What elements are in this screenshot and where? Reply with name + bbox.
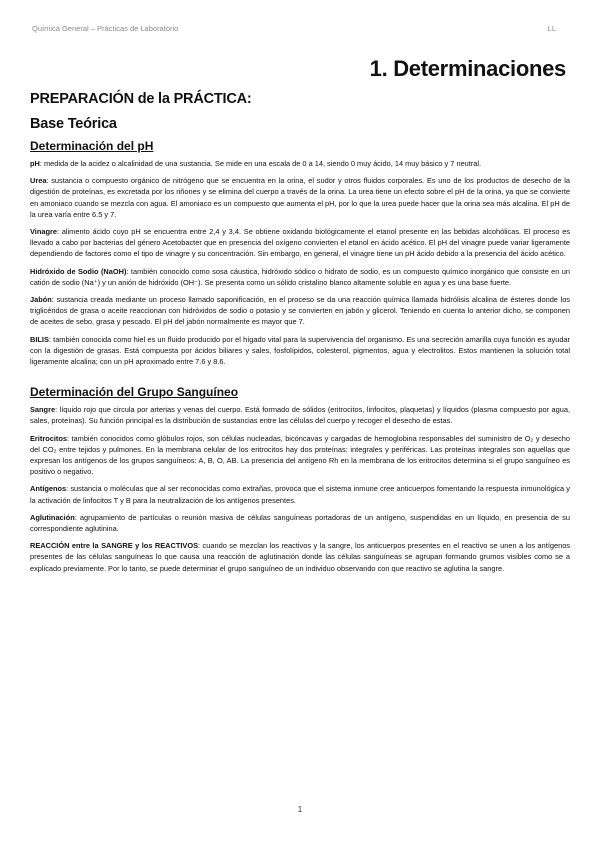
ph-section-heading: Determinación del pH	[30, 139, 154, 153]
definition-text: : sustancia creada mediante un proceso llamado saponificación, en el proceso se da una reacción química llamada hidrólisis alcalina de ésteres donde los triglicéridos de grasa o aceite reaccionan con hidróxidos de sodio o potasio y se convierten en jabón y glicerol. Teniendo en cuenta lo anterior dicho, se componen de aceites de sebo, grasa y pescado. El pH del jabón normalmente es mayor que 7.	[30, 295, 570, 327]
header-initials: LL	[547, 24, 556, 33]
blood-group-section-heading: Determinación del Grupo Sanguíneo	[30, 385, 239, 400]
definition-term: Antígenos	[30, 484, 67, 494]
definition-text: : también conocido como sosa cáustica, hidróxido sódico o hidrato de sodio, es un compuesto químico inorgánico que consiste en un catión de sodio (Na⁺) y un anión de hidróxido (OH⁻). Se presenta como un sólido cristalino blanco altamente soluble en agua y es una base fuerte.	[30, 266, 570, 287]
definition-paragraph	[30, 158, 570, 169]
definition-text: : líquido rojo que circula por arterias y venas del cuerpo. Está formado de sólidos (eritrocitos, linfocitos, plaquetas) y líquidos (plasma compuesto por agua, sales, proteínas). Su función principal es la distribución de sustancias entre las células del cuerpo y recoger el desecho de estas.	[30, 405, 570, 426]
preparation-heading: PREPARACIÓN de la PRÁCTICA:	[30, 91, 252, 107]
definition-paragraph	[30, 226, 570, 260]
definition-text: : agrupamiento de partículas o reunión masiva de células sanguíneas portadoras de un antígeno, suspendidas en un líquido, en presencia de su correspondiente aglutinina.	[30, 512, 570, 534]
definition-paragraph	[30, 334, 570, 368]
ph-section	[30, 158, 570, 367]
running-header	[32, 24, 556, 33]
page-number: 1	[297, 805, 303, 814]
definition-term: pH	[30, 159, 40, 168]
definition-paragraph	[30, 483, 570, 505]
blood-group-section	[30, 404, 570, 574]
definition-text: : alimento ácido cuyo pH se encuentra entre 2,4 y 3,4. Se obtiene oxidando biológicamente el etanol presente en las bebidas alcohólicas. El proceso es llevado a cabo por bacterias del género Acetobacter que en presencia del oxígeno convierten el etanol en ácido acético. El pH del vinagre puede variar ligeramente dependiendo de factores como el tipo de vinagre y su concentración. Sin embargo, en general, el vinagre tiene un pH ácido debido a la presencia del ácido acético.	[30, 227, 570, 259]
definition-term: BILIS	[30, 334, 49, 344]
definition-text: : también conocidos como glóbulos rojos, son células nucleadas, bicóncavas y cargadas de hemoglobina responsables del suministro de O₂ y desecho del CO₂ entre tejidos y pulmones. En la membrana celular de los eritrocitos hay dos proteínas: integrales y periféricas. Las proteínas integrales son aquellas que expresan los antígenos de los grupos sanguíneos: A, B, O, AB. La presencia del antígeno Rh en la membrana de los eritrocitos determina si el grupo sanguíneo es positivo o negativo.	[30, 433, 570, 477]
definition-paragraph	[30, 512, 570, 534]
definition-term: Sangre	[30, 405, 56, 415]
definition-text: : sustancia o compuesto orgánico de nitrógeno que se encuentra en la orina, el sudor y otros fluidos corporales. Es uno de los productos de desecho de la digestión de proteínas, es excretada por los riñones y se elimina del cuerpo a través de la orina. La urea tiene un efecto sobre el pH de la orina, ya que se convierte en amoniaco cuando se mezcla con agua. El amoniaco es un compuesto que aumenta el pH, por lo que la urea puede hacer que la orina sea más alcalina. El pH de la urea varía entre 6.5 y 7.	[30, 176, 570, 219]
definition-text: : también conocida como hiel es un fluido producido por el hígado vital para la supervivencia del organismo. Es una secreción amarilla cuya función es ayudar con la digestión de grasas. Está compuesta por ácidos biliares y sales, fosfolípidos, colesterol, pigmentos, agua y electrolitos. Estos mantienen la solución total ligeramente alcalina; con un pH aproximado entre 7.6 y 8.6.	[30, 334, 570, 367]
definition-term: REACCIÓN entre la SANGRE y los REACTIVOS	[30, 541, 199, 551]
page-content	[30, 56, 570, 580]
definition-term: Vinagre	[30, 227, 57, 237]
definition-paragraph	[30, 175, 570, 220]
page-title: 1. Determinaciones	[369, 56, 566, 81]
definition-paragraph	[30, 266, 570, 288]
definition-text: : sustancia o moléculas que al ser reconocidas como extrañas, provoca que el sistema inmune cree anticuerpos fomentando la respuesta inmunológica y la activación de linfocitos T y B para la neutralización de los antígenos presentes.	[30, 484, 570, 505]
definition-term: Urea	[30, 176, 47, 186]
theory-heading: Base Teórica	[30, 116, 117, 132]
definition-text: : medida de la acidez o alcalinidad de una sustancia. Se mide en una escala de 0 a 14, siendo 0 muy ácido, 14 muy básico y 7 neutral.	[39, 159, 482, 168]
definition-term: Jabón	[30, 295, 52, 305]
header-course-title: Química General – Prácticas de Laboratorio	[32, 24, 179, 33]
definition-paragraph	[30, 433, 570, 478]
definition-paragraph	[30, 540, 570, 574]
definition-paragraph	[30, 294, 570, 328]
definition-paragraph	[30, 404, 570, 426]
definition-term: Hidróxido de Sodio (NaOH)	[30, 266, 127, 276]
definition-term: Aglutinación	[30, 512, 75, 522]
definition-term: Eritrocitos	[30, 433, 67, 443]
definition-text: : cuando se mezclan los reactivos y la sangre, los anticuerpos presentes en el reactivo se unen a los antígenos presentes de las células sanguíneas lo que causa una reacción de aglutinación donde las células sanguíneas se agrupan formando grumos visibles como se a explicado previamente. Por lo tanto, se puede determinar el grupo sanguíneo de un individuo observando con que reactivo se aglutina la sangre.	[30, 541, 571, 573]
